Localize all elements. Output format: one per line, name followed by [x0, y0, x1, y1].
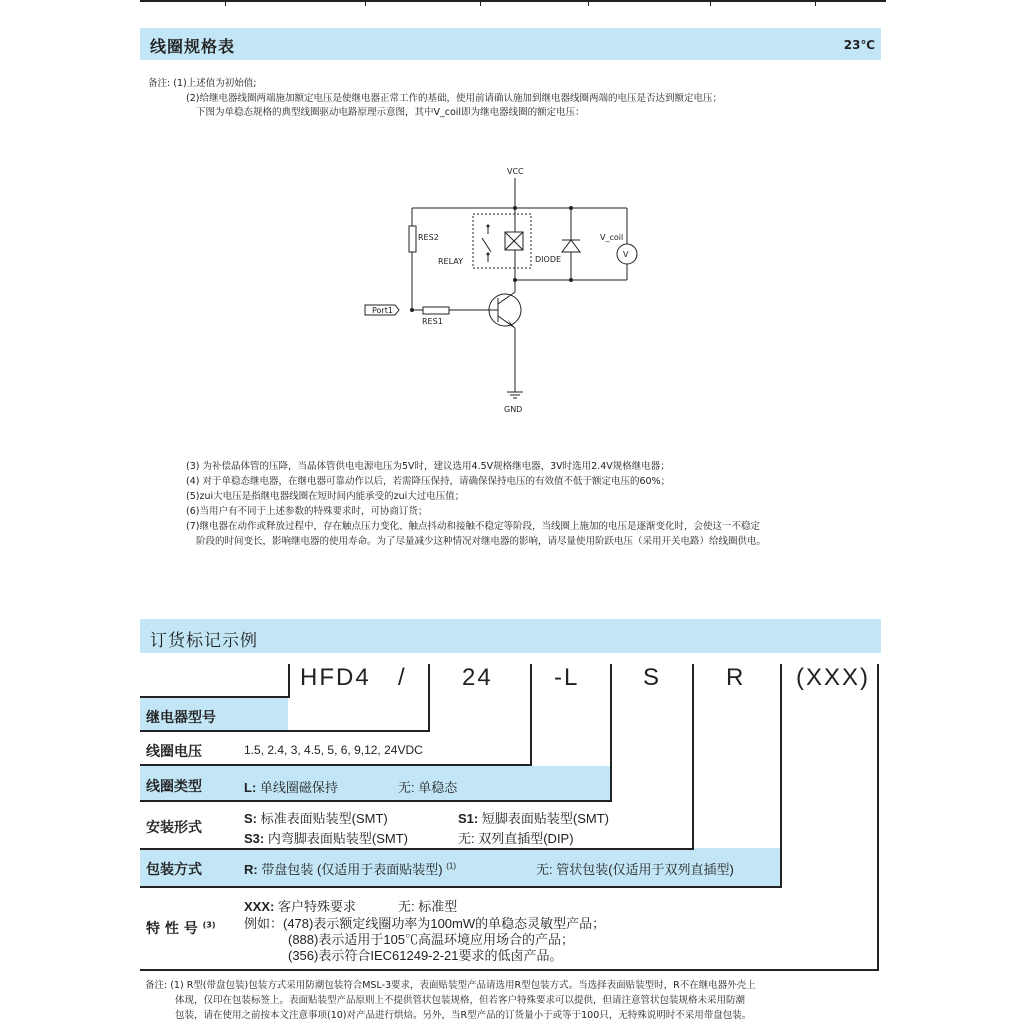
- mount-none: 无: 双列直插型(DIP): [458, 831, 574, 846]
- rule: [140, 800, 612, 802]
- code-mount: S: [643, 664, 662, 691]
- type-l: [244, 777, 338, 796]
- mount-s1-val: 短脚表面贴装型(SMT): [481, 811, 609, 826]
- rule: [140, 886, 782, 888]
- pack-none: 无: 管状包装(仅适用于双列直插型): [536, 862, 734, 877]
- port1-label: Port1: [372, 306, 393, 315]
- res2-symbol: [409, 226, 416, 252]
- pack-r-key: R:: [244, 862, 258, 877]
- note-3: (3) 为补偿晶体管的压降，当晶体管供电电源电压为5V时，建议选用4.5V规格继电器，3V时选用2.4V规格继电器；: [186, 461, 670, 472]
- note-7b: 阶段的时间变长，影响继电器的使用寿命。为了尽量减少这种情况对继电器的影响，请尽量使用阶跃电压（采用开关电路）给线圈供电。: [196, 536, 767, 547]
- rule: [530, 664, 532, 766]
- voltmeter-label: V: [623, 250, 629, 259]
- top-rule: [140, 0, 886, 3]
- pack-r-sup: (1): [446, 861, 457, 871]
- relay-label: RELAY: [438, 257, 463, 266]
- label-voltage: 线圈电压: [146, 744, 202, 760]
- mount-s-val: 标准表面贴装型(SMT): [260, 811, 388, 826]
- special-label-text: 特 性 号: [146, 921, 198, 937]
- mount-s1: [458, 808, 609, 827]
- type-l-val: 单线圈磁保持: [259, 780, 338, 795]
- vcc-label: VCC: [507, 167, 524, 176]
- voltage-values: 1.5, 2.4, 3, 4.5, 5, 6, 9,12, 24VDC: [244, 743, 423, 757]
- code-pack: R: [726, 664, 746, 691]
- vcoil-label: V_coil: [600, 233, 624, 242]
- special-example-2: (888)表示适用于105℃高温环境应用场合的产品；: [288, 932, 575, 947]
- note-1: [148, 77, 256, 91]
- code-voltage: 24: [462, 664, 493, 691]
- mount-s-key: S:: [244, 811, 257, 826]
- rule: [140, 969, 879, 971]
- code-special: (XXX): [796, 664, 871, 691]
- label-mount: 安装形式: [146, 820, 202, 836]
- rule: [140, 730, 430, 732]
- order-title: 订货标记示例: [150, 631, 258, 651]
- note-2b: 下图为单稳态规格的典型线圈驱动电路原理示意图，其中V_coil即为继电器线圈的额定电压：: [196, 107, 585, 118]
- rule-tick: [225, 0, 226, 6]
- footer-notes: [145, 978, 756, 1023]
- gnd-label: GND: [504, 405, 523, 414]
- note-1-text: (1)上述值为初始值;: [173, 78, 257, 89]
- type-none: 无: 单稳态: [398, 780, 458, 795]
- order-code-diagram: [140, 660, 881, 975]
- note-6: (6)当用户有不同于上述参数的特殊要求时，可协商订货；: [186, 506, 428, 517]
- mount-s1-key: S1:: [458, 811, 479, 826]
- special-xxx-val: 客户特殊要求: [277, 899, 356, 914]
- rule-tick: [588, 0, 589, 6]
- note-2: (2)给继电器线圈两端施加额定电压是使继电器正常工作的基础，使用前请确认施加到继电器线圈两端的电压是否达到额定电压；: [186, 93, 722, 104]
- pack-r-val: 带盘包装 (仅适用于表面贴装型): [261, 862, 443, 877]
- footer-line-1: 备注: (1) R型(带盘包装)包装方式采用防潮包装符合MSL-3要求，表面贴装型产品请选用R型包装方式。当选择表面贴装型时，R不在继电器外壳上: [145, 980, 756, 991]
- footer-line-3: 包装，请在使用之前按本文注意事项(10)对产品进行烘焙。另外，当R型产品的订货量小于或等于100只，无特殊说明时不采用带盘包装。: [175, 1010, 752, 1021]
- order-header: [140, 619, 881, 653]
- coil-spec-header: [140, 28, 881, 60]
- label-type: 线圈类型: [146, 779, 202, 795]
- res1-symbol: [423, 307, 449, 314]
- rule-tick: [710, 0, 711, 6]
- mount-s3: [244, 828, 408, 847]
- rule: [428, 664, 430, 732]
- special-example-3: (356)表示符合IEC61249-2-21要求的低卤产品。: [288, 948, 563, 963]
- rule-tick: [365, 0, 366, 6]
- circuit-diagram: [355, 160, 655, 420]
- footer-line-2: 体现，仅印在包装标签上。表面贴装型产品原则上不提供管状包装规格，但若客户特殊要求可以提供，但请注意管状包装规格未采用防潮: [175, 995, 746, 1006]
- rule-tick: [480, 0, 481, 6]
- rule: [140, 848, 694, 850]
- pack-r: [244, 859, 456, 878]
- code-slash: /: [398, 664, 407, 691]
- row-bg-type: [140, 766, 610, 800]
- rule: [140, 696, 288, 698]
- label-pack: 包装方式: [146, 862, 202, 878]
- label-model: 继电器型号: [146, 710, 216, 726]
- special-sup: (3): [202, 920, 216, 930]
- special-none: 无: 标准型: [398, 899, 458, 914]
- diode-label: DIODE: [535, 255, 562, 264]
- rule: [610, 664, 612, 800]
- note-prefix: 备注:: [148, 78, 171, 89]
- rule: [140, 764, 532, 766]
- rule: [288, 664, 290, 698]
- code-type: -L: [554, 664, 580, 691]
- mount-s3-key: S3:: [244, 831, 265, 846]
- mount-s3-val: 内弯脚表面贴装型(SMT): [267, 831, 408, 846]
- rule-tick: [815, 0, 816, 6]
- temperature-label: 23℃: [843, 38, 875, 52]
- coil-spec-title: 线圈规格表: [150, 37, 236, 56]
- note-7: (7)继电器在动作或释放过程中，存在触点压力变化、触点抖动和接触不稳定等阶段，当线圈上施加的电压是逐渐变化时，会使这一不稳定: [186, 521, 760, 532]
- code-model: HFD4: [300, 664, 371, 691]
- rule: [780, 664, 782, 888]
- type-l-key: L:: [244, 780, 257, 795]
- label-special: [146, 918, 216, 938]
- note-5: (5)zui大电压是指继电器线圈在短时间内能承受的zui大过电压值；: [186, 491, 465, 502]
- rule: [692, 664, 694, 850]
- res2-label: RES2: [418, 233, 439, 242]
- special-example-1: 例如：(478)表示额定线圈功率为100mW的单稳态灵敏型产品；: [244, 916, 606, 931]
- rule: [877, 664, 879, 969]
- res1-label: RES1: [422, 317, 443, 326]
- relay-box: [473, 214, 531, 268]
- note-4: (4) 对于单稳态继电器，在继电器可靠动作以后，若需降压保持，请确保保持电压的有效值不低于额定电压的60%；: [186, 476, 671, 487]
- special-xxx-key: XXX:: [244, 899, 275, 914]
- circuit-svg: [355, 160, 655, 420]
- mount-s: [244, 808, 388, 827]
